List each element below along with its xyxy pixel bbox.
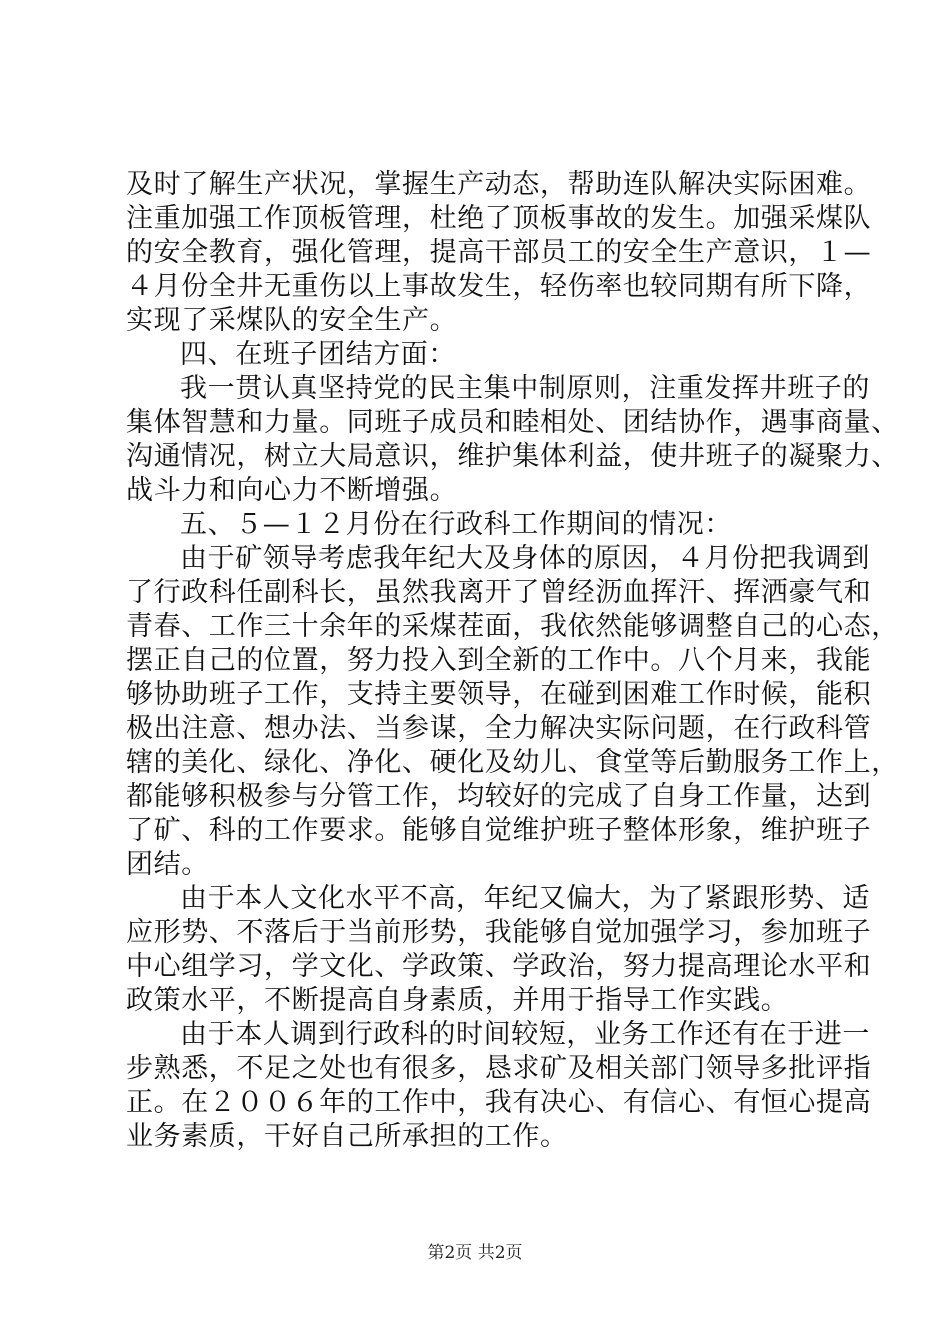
text-line: 都能够积极参与分管工作，均较好的完成了自身工作量，达到 xyxy=(126,781,872,812)
text-line: 战斗力和向心力不断增强。 xyxy=(126,475,458,506)
text-line: 青春、工作三十余年的采煤茬面，我依然能够调整自己的心态， xyxy=(126,611,899,642)
document-body xyxy=(126,168,899,1154)
page-footer xyxy=(0,1242,950,1264)
text-line: 集体智慧和力量。同班子成员和睦相处、团结协作，遇事商量、 xyxy=(126,407,899,438)
text-line: 够协助班子工作，支持主要领导，在碰到困难工作时候，能积 xyxy=(126,679,872,710)
text-line: 了矿、科的工作要求。能够自觉维护班子整体形象，维护班子 xyxy=(126,815,872,846)
section-heading: 五、５—１２月份在行政科工作期间的情况： xyxy=(180,509,732,540)
text-line: 摆正自己的位置，努力投入到全新的工作中。八个月来，我能 xyxy=(126,645,872,676)
text-line: 正。在２００６年的工作中，我有决心、有信心、有恒心提高 xyxy=(126,1087,872,1118)
paragraph-first-line: 我一贯认真坚持党的民主集中制原则，注重发挥井班子的 xyxy=(180,373,870,404)
text-line: 业务素质，干好自己所承担的工作。 xyxy=(126,1121,568,1152)
section-heading: 四、在班子团结方面： xyxy=(180,339,456,370)
text-line: 实现了采煤队的安全生产。 xyxy=(126,305,458,336)
text-line: 了行政科任副科长，虽然我离开了曾经沥血挥汗、挥洒豪气和 xyxy=(126,577,872,608)
text-line: ４月份全井无重伤以上事故发生，轻伤率也较同期有所下降， xyxy=(126,271,872,302)
text-line: 沟通情况，树立大局意识，维护集体利益，使井班子的凝聚力、 xyxy=(126,441,899,472)
text-line: 极出注意、想办法、当参谋，全力解决实际问题，在行政科管 xyxy=(126,713,872,744)
text-line: 注重加强工作顶板管理，杜绝了顶板事故的发生。加强采煤队 xyxy=(126,203,872,234)
text-line: 及时了解生产状况，掌握生产动态，帮助连队解决实际困难。 xyxy=(126,169,872,200)
paragraph-first-line: 由于本人调到行政科的时间较短，业务工作还有在于进一 xyxy=(180,1019,870,1050)
text-line: 中心组学习，学文化、学政策、学政治，努力提高理论水平和 xyxy=(126,951,872,982)
text-line: 的安全教育，强化管理，提高干部员工的安全生产意识，１— xyxy=(126,237,872,268)
paragraph-first-line: 由于矿领导考虑我年纪大及身体的原因，４月份把我调到 xyxy=(180,543,870,574)
text-line: 应形势、不落后于当前形势，我能够自觉加强学习，参加班子 xyxy=(126,917,872,948)
page-number-label: 第2页 共2页 xyxy=(427,1243,523,1263)
text-line: 团结。 xyxy=(126,849,209,880)
text-line: 政策水平，不断提高自身素质，并用于指导工作实践。 xyxy=(126,985,789,1016)
text-line: 辖的美化、绿化、净化、硬化及幼儿、食堂等后勤服务工作上， xyxy=(126,747,899,778)
text-line: 步熟悉，不足之处也有很多，恳求矿及相关部门领导多批评指 xyxy=(126,1053,872,1084)
paragraph-first-line: 由于本人文化水平不高，年纪又偏大，为了紧跟形势、适 xyxy=(180,883,870,914)
